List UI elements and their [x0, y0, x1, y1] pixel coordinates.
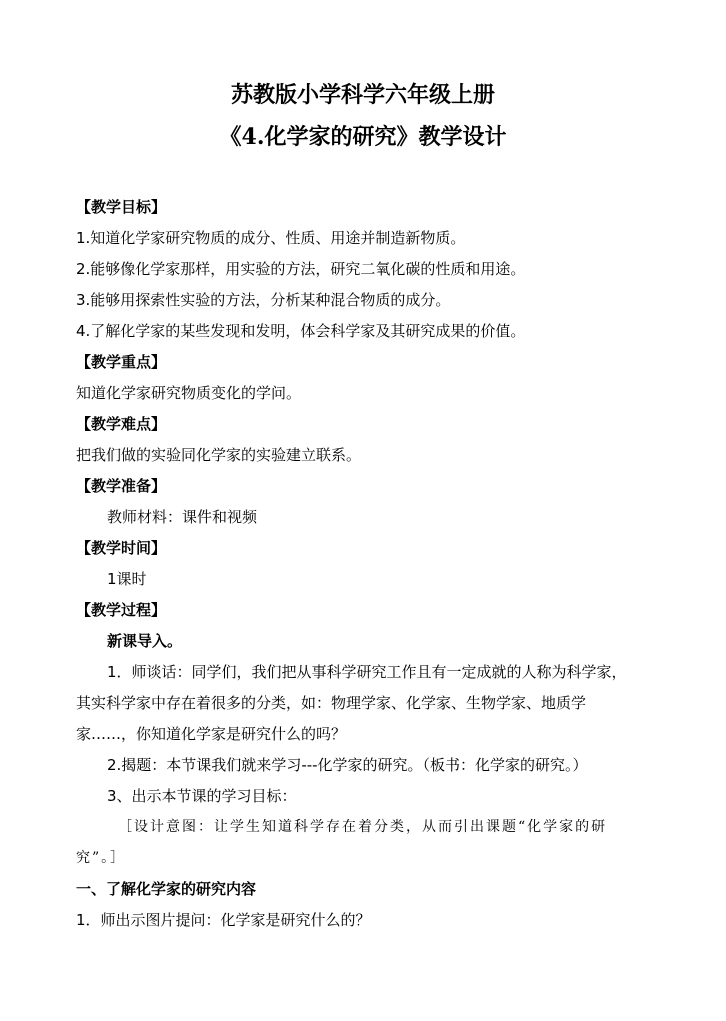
part1-title: 一、了解化学家的研究内容 — [76, 880, 257, 898]
process-heading: 【教学过程】 — [76, 601, 167, 619]
objective-item-2: 2.能够像化学家那样，用实验的方法，研究二氧化碳的性质和用途。 — [76, 260, 526, 278]
time-heading: 【教学时间】 — [76, 539, 167, 557]
process-p1-line3: 家……，你知道化学家是研究什么的吗？ — [76, 725, 347, 743]
difficulties-heading: 【教学难点】 — [76, 415, 167, 433]
time-text: 1课时 — [107, 570, 147, 588]
objectives-heading: 【教学目标】 — [76, 198, 167, 216]
key-points-heading: 【教学重点】 — [76, 353, 167, 371]
objective-item-1: 1.知道化学家研究物质的成分、性质、用途并制造新物质。 — [76, 229, 466, 247]
process-p2: 2.揭题：本节课我们就来学习---化学家的研究。（板书：化学家的研究。） — [107, 756, 588, 774]
design-intent-line2: 究”。］ — [76, 850, 127, 866]
preparation-heading: 【教学准备】 — [76, 477, 167, 495]
objective-item-4: 4.了解化学家的某些发现和发明，体会科学家及其研究成果的价值。 — [76, 322, 526, 340]
doc-title-line1: 苏教版小学科学六年级上册 — [230, 82, 495, 108]
intro-title: 新课导入。 — [107, 632, 183, 650]
key-points-text: 知道化学家研究物质变化的学问。 — [76, 384, 302, 402]
difficulties-text: 把我们做的实验同化学家的实验建立联系。 — [76, 446, 362, 464]
part1-question: 1．师出示图片提问：化学家是研究什么的？ — [76, 911, 371, 929]
design-intent-line1: ［设计意图：让学生知道科学存在着分类，从而引出课题“化学家的研 — [118, 819, 608, 835]
doc-title-line2: 《4.化学家的研究》教学设计 — [219, 124, 507, 150]
process-p1-line2: 其实科学家中存在着很多的分类，如：物理学家、化学家、生物学家、地质学 — [76, 694, 587, 712]
preparation-text: 教师材料：课件和视频 — [107, 508, 258, 526]
process-p1-line1: 1．师谈话：同学们，我们把从事科学研究工作且有一定成就的人称为科学家， — [107, 663, 627, 681]
objective-item-3: 3.能够用探索性实验的方法，分析某种混合物质的成分。 — [76, 291, 451, 309]
process-p3: 3、出示本节课的学习目标： — [107, 787, 297, 805]
